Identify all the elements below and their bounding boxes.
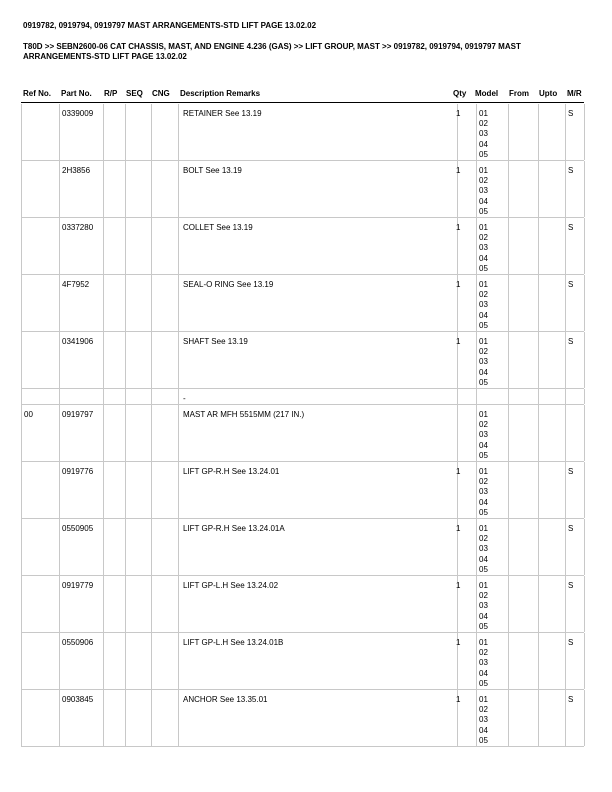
model-code: 04 [479,725,488,735]
column-divider [59,104,60,160]
model-code: 04 [479,196,488,206]
model-list [479,410,488,461]
column-divider [178,462,179,518]
description-cell: COLLET See 13.19 [183,223,253,232]
column-divider [178,633,179,689]
column-divider [151,275,152,331]
column-divider [476,275,477,331]
column-divider [59,332,60,388]
column-divider [151,332,152,388]
column-divider [103,576,104,632]
column-divider [21,275,22,331]
part-no-cell: 0550905 [62,524,94,533]
column-divider [21,462,22,518]
model-code: 02 [479,477,488,487]
part-no-cell: 0903845 [62,695,94,704]
model-list [479,467,488,518]
column-divider [178,690,179,746]
table-row [21,462,584,519]
model-code: 03 [479,129,488,139]
mr-cell: S [568,109,574,118]
column-divider [178,332,179,388]
column-divider [476,104,477,160]
model-code: 03 [479,357,488,367]
qty-cell: 1 [456,223,461,232]
column-divider [103,332,104,388]
model-code: 05 [479,206,488,216]
column-divider [178,218,179,274]
column-divider [21,104,22,160]
column-divider [565,405,566,461]
table-row [21,332,584,389]
column-divider [21,690,22,746]
column-divider [151,633,152,689]
qty-cell: 1 [456,524,461,533]
ref-no-header: Ref No. [23,89,51,98]
column-divider [103,690,104,746]
part-no-cell: 0919797 [62,410,94,419]
ref-no-cell: 00 [24,410,33,419]
part-no-cell: 4F7952 [62,280,90,289]
model-code: 04 [479,440,488,450]
mr-cell: S [568,166,574,175]
column-divider [584,690,585,746]
column-divider [178,104,179,160]
column-divider [151,104,152,160]
mr-cell: S [568,695,574,704]
model-list [479,280,488,331]
model-code: 04 [479,554,488,564]
column-divider [584,218,585,274]
cng-header: CNG [152,89,170,98]
table-row [21,218,584,275]
column-divider [565,104,566,160]
model-code: 03 [479,186,488,196]
part-no-header: Part No. [61,89,92,98]
description-cell: SEAL-O RING See 13.19 [183,280,274,289]
column-divider [565,275,566,331]
column-divider [103,161,104,217]
mr-cell: S [568,337,574,346]
column-divider [178,519,179,575]
column-divider [125,633,126,689]
model-code: 02 [479,233,488,243]
column-divider [59,405,60,461]
model-code: 03 [479,487,488,497]
column-divider [476,405,477,461]
model-code: 05 [479,621,488,631]
model-code: 01 [479,524,488,533]
model-code: 01 [479,280,488,289]
column-divider [151,462,152,518]
model-list [479,166,488,217]
model-code: 01 [479,695,488,704]
column-divider [584,389,585,404]
mr-cell: S [568,467,574,476]
column-divider [476,519,477,575]
column-divider [538,690,539,746]
column-divider [476,633,477,689]
column-divider [21,519,22,575]
part-no-cell: 0919779 [62,581,94,590]
column-divider [59,690,60,746]
column-divider [565,389,566,404]
column-divider [178,389,179,404]
model-code: 03 [479,601,488,611]
column-divider [476,462,477,518]
column-divider [457,389,458,404]
qty-cell: 1 [456,109,461,118]
column-divider [59,275,60,331]
column-divider [125,161,126,217]
column-divider [508,104,509,160]
column-divider [178,161,179,217]
column-divider [125,275,126,331]
description-cell: LIFT GP-R.H See 13.24.01A [183,524,285,533]
mr-cell: S [568,524,574,533]
column-divider [125,104,126,160]
description-cell: LIFT GP-L.H See 13.24.02 [183,581,279,590]
column-divider [103,519,104,575]
column-divider [125,218,126,274]
table-row [21,690,584,747]
column-divider [584,405,585,461]
model-code: 05 [479,735,488,745]
table-row [21,633,584,690]
column-divider [21,389,22,404]
description-header: Description Remarks [180,89,261,98]
column-divider [584,519,585,575]
column-divider [565,633,566,689]
model-code: 03 [479,544,488,554]
part-no-cell: 2H3856 [62,166,91,175]
column-divider [59,218,60,274]
column-divider [151,389,152,404]
model-code: 05 [479,320,488,330]
column-divider [538,161,539,217]
column-divider [508,519,509,575]
column-divider [178,275,179,331]
qty-cell: 1 [456,467,461,476]
seq-header: SEQ [126,89,143,98]
column-divider [103,275,104,331]
table-row [21,161,584,218]
model-code: 02 [479,534,488,544]
column-divider [584,275,585,331]
column-divider [538,104,539,160]
column-divider [508,275,509,331]
column-divider [125,405,126,461]
breadcrumb: T80D >> SEBN2600-06 CAT CHASSIS, MAST, AND ENGINE 4.236 (GAS) >> LIFT GROUP, MAST >> 0919782, 0919794, 0919797 MAST ARRANGEMENTS-STD LIFT PAGE 13.02.02 [23,42,521,61]
column-divider [476,389,477,404]
model-code: 04 [479,139,488,149]
column-divider [457,405,458,461]
description-cell: ANCHOR See 13.35.01 [183,695,268,704]
model-code: 01 [479,166,488,175]
column-divider [59,519,60,575]
model-code: 03 [479,430,488,440]
part-no-cell: 0341906 [62,337,94,346]
column-divider [59,462,60,518]
column-divider [21,218,22,274]
column-divider [565,690,566,746]
model-code: 01 [479,109,488,118]
column-divider [584,576,585,632]
qty-cell: 1 [456,166,461,175]
model-list [479,581,488,632]
upto-header: Upto [539,89,558,98]
page-title: 0919782, 0919794, 0919797 MAST ARRANGEMENTS-STD LIFT PAGE 13.02.02 [23,21,317,30]
column-divider [151,690,152,746]
model-code: 04 [479,310,488,320]
column-divider [584,161,585,217]
column-divider [538,332,539,388]
column-divider [21,332,22,388]
model-code: 05 [479,678,488,688]
from-header: From [509,89,529,98]
model-code: 02 [479,705,488,715]
model-code: 02 [479,420,488,430]
description-cell: MAST AR MFH 5515MM (217 IN.) [183,410,305,419]
column-divider [508,576,509,632]
column-divider [565,161,566,217]
description-cell: - [183,394,186,403]
column-divider [476,161,477,217]
model-code: 02 [479,119,488,129]
column-divider [125,332,126,388]
column-divider [178,405,179,461]
column-divider [508,218,509,274]
model-code: 03 [479,715,488,725]
column-divider [59,389,60,404]
column-divider [125,462,126,518]
column-divider [59,161,60,217]
model-code: 02 [479,648,488,658]
column-divider [508,690,509,746]
column-divider [103,218,104,274]
model-code: 05 [479,263,488,273]
model-code: 01 [479,638,488,647]
mr-cell: S [568,581,574,590]
model-code: 02 [479,347,488,357]
column-divider [508,389,509,404]
column-divider [508,405,509,461]
column-divider [59,633,60,689]
model-code: 05 [479,450,488,460]
qty-header: Qty [453,89,467,98]
column-divider [21,633,22,689]
column-divider [538,405,539,461]
model-code: 04 [479,497,488,507]
mr-cell: S [568,223,574,232]
model-list [479,638,488,689]
qty-cell: 1 [456,695,461,704]
column-divider [538,275,539,331]
part-no-cell: 0550906 [62,638,94,647]
column-divider [476,218,477,274]
model-code: 02 [479,290,488,300]
column-divider [21,576,22,632]
model-code: 04 [479,611,488,621]
qty-cell: 1 [456,337,461,346]
description-cell: SHAFT See 13.19 [183,337,248,346]
table-row [21,519,584,576]
column-divider [565,218,566,274]
column-divider [584,104,585,160]
column-divider [565,576,566,632]
column-divider [103,633,104,689]
model-code: 03 [479,300,488,310]
column-divider [538,519,539,575]
column-divider [151,576,152,632]
model-code: 03 [479,243,488,253]
model-code: 02 [479,591,488,601]
description-cell: LIFT GP-L.H See 13.24.01B [183,638,284,647]
mr-cell: S [568,280,574,289]
column-divider [125,576,126,632]
column-divider [508,332,509,388]
model-code: 05 [479,507,488,517]
column-divider [565,332,566,388]
model-code: 01 [479,223,488,232]
model-list [479,524,488,575]
rp-header: R/P [104,89,118,98]
column-divider [103,405,104,461]
column-divider [476,332,477,388]
column-divider [508,161,509,217]
model-code: 01 [479,410,488,419]
table-row [21,104,584,161]
column-divider [584,633,585,689]
column-divider [476,576,477,632]
model-code: 05 [479,377,488,387]
column-divider [508,633,509,689]
column-divider [538,462,539,518]
column-divider [151,519,152,575]
qty-cell: 1 [456,638,461,647]
description-cell: RETAINER See 13.19 [183,109,262,118]
column-divider [565,462,566,518]
model-code: 01 [479,581,488,590]
column-divider [538,576,539,632]
qty-cell: 1 [456,280,461,289]
model-list [479,109,488,160]
qty-cell: 1 [456,581,461,590]
parts-table [21,104,584,747]
column-divider [21,161,22,217]
model-header: Model [475,89,499,98]
column-divider [103,389,104,404]
column-divider [125,519,126,575]
column-divider [584,462,585,518]
part-no-cell: 0337280 [62,223,94,232]
model-code: 04 [479,253,488,263]
column-divider [538,389,539,404]
header-divider [21,102,584,103]
column-divider [21,405,22,461]
part-no-cell: 0919776 [62,467,94,476]
table-row [21,389,584,405]
mr-cell: S [568,638,574,647]
model-code: 04 [479,668,488,678]
column-divider [151,405,152,461]
table-row [21,405,584,462]
model-code: 01 [479,467,488,476]
model-code: 03 [479,658,488,668]
part-no-cell: 0339009 [62,109,94,118]
column-divider [538,218,539,274]
model-code: 02 [479,176,488,186]
column-divider [584,332,585,388]
column-divider [178,576,179,632]
mr-header: M/R [567,89,582,98]
model-code: 05 [479,149,488,159]
column-divider [103,104,104,160]
table-row [21,576,584,633]
model-code: 05 [479,564,488,574]
description-cell: LIFT GP-R.H See 13.24.01 [183,467,280,476]
model-list [479,337,488,388]
column-divider [151,161,152,217]
column-divider [476,690,477,746]
column-divider [59,576,60,632]
column-divider [565,519,566,575]
column-divider [538,633,539,689]
column-divider [151,218,152,274]
table-row [21,275,584,332]
model-list [479,695,488,746]
column-divider [508,462,509,518]
model-code: 01 [479,337,488,346]
description-cell: BOLT See 13.19 [183,166,242,175]
column-divider [125,690,126,746]
model-list [479,223,488,274]
model-code: 04 [479,367,488,377]
column-divider [103,462,104,518]
column-divider [125,389,126,404]
